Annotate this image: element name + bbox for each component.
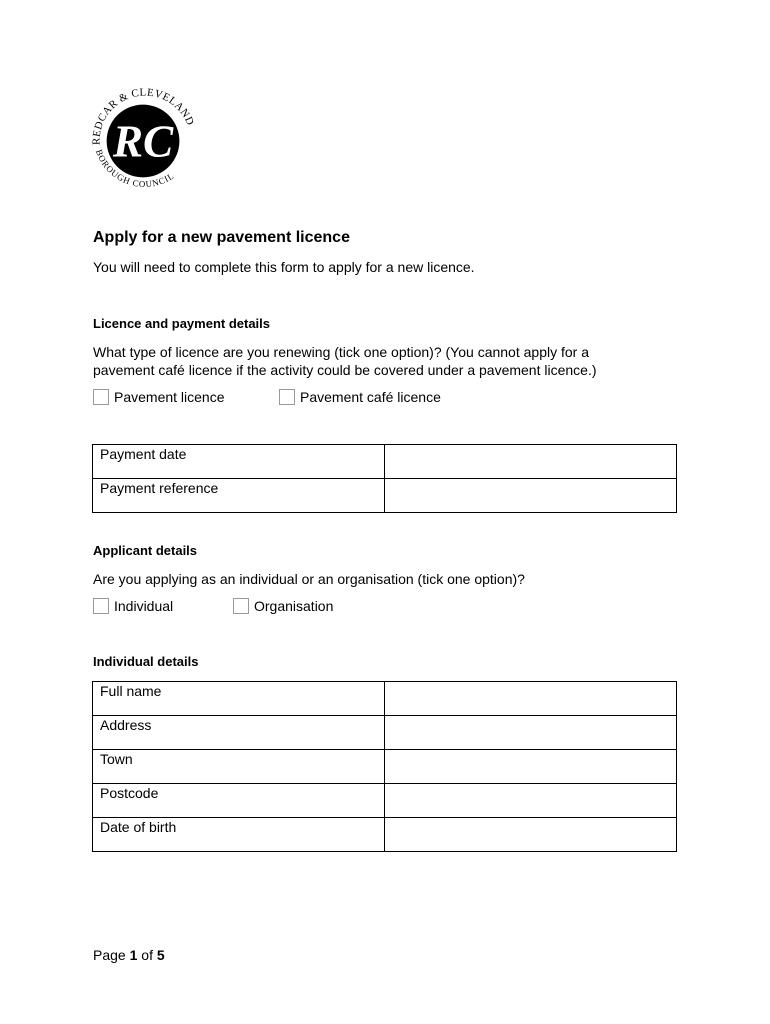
address-label: Address	[93, 716, 385, 750]
council-logo	[86, 82, 204, 200]
town-label: Town	[93, 750, 385, 784]
individual-details-table	[92, 681, 677, 852]
payment-reference-field[interactable]	[384, 479, 676, 513]
table-row	[93, 445, 677, 479]
full-name-field[interactable]	[384, 682, 676, 716]
intro-text: You will need to complete this form to apply for a new licence.	[93, 259, 475, 275]
pavement-cafe-licence-checkbox[interactable]	[279, 389, 295, 405]
individual-section-heading: Individual details	[93, 654, 199, 669]
applicant-type-question: Are you applying as an individual or an organisation (tick one option)?	[93, 571, 525, 587]
page-title: Apply for a new pavement licence	[93, 229, 350, 246]
table-row	[93, 750, 677, 784]
table-row	[93, 818, 677, 852]
postcode-label: Postcode	[93, 784, 385, 818]
option-organisation[interactable]	[233, 598, 333, 614]
date-of-birth-label: Date of birth	[93, 818, 385, 852]
option-pavement-licence[interactable]	[93, 389, 225, 405]
page-number-prefix: Page	[93, 947, 126, 963]
payment-date-label: Payment date	[93, 445, 385, 479]
payment-details-table	[92, 444, 677, 513]
full-name-label: Full name	[93, 682, 385, 716]
table-row	[93, 784, 677, 818]
page-number-total: 5	[156, 947, 165, 963]
logo-monogram: RC	[112, 116, 174, 167]
licence-question-line-2: pavement café licence if the activity could be covered under a pavement licence.)	[93, 362, 597, 378]
table-row	[93, 682, 677, 716]
logo-ring-bottom-text: BOROUGH COUNCIL	[93, 147, 176, 190]
licence-type-question	[93, 343, 683, 379]
individual-checkbox[interactable]	[93, 598, 109, 614]
table-row	[93, 716, 677, 750]
page-number-of: of	[141, 947, 153, 963]
option-individual[interactable]	[93, 598, 173, 614]
table-row	[93, 479, 677, 513]
town-field[interactable]	[384, 750, 676, 784]
licence-section-heading: Licence and payment details	[93, 316, 271, 331]
option-pavement-cafe-licence[interactable]	[279, 389, 441, 405]
option-label: Pavement licence	[114, 389, 225, 405]
applicant-section-heading: Applicant details	[93, 543, 198, 558]
date-of-birth-field[interactable]	[384, 818, 676, 852]
option-label: Pavement café licence	[300, 389, 441, 405]
page-number-current: 1	[129, 947, 138, 963]
pavement-licence-checkbox[interactable]	[93, 389, 109, 405]
page-number	[93, 947, 165, 963]
address-field[interactable]	[384, 716, 676, 750]
licence-question-line-1: What type of licence are you renewing (tick one option)? (You cannot apply for a	[93, 344, 589, 360]
organisation-checkbox[interactable]	[233, 598, 249, 614]
postcode-field[interactable]	[384, 784, 676, 818]
payment-date-field[interactable]	[384, 445, 676, 479]
logo-ring-top-text: REDCAR & CLEVELAND	[90, 86, 197, 146]
option-label: Individual	[114, 598, 174, 614]
option-label: Organisation	[254, 598, 334, 614]
payment-reference-label: Payment reference	[93, 479, 385, 513]
